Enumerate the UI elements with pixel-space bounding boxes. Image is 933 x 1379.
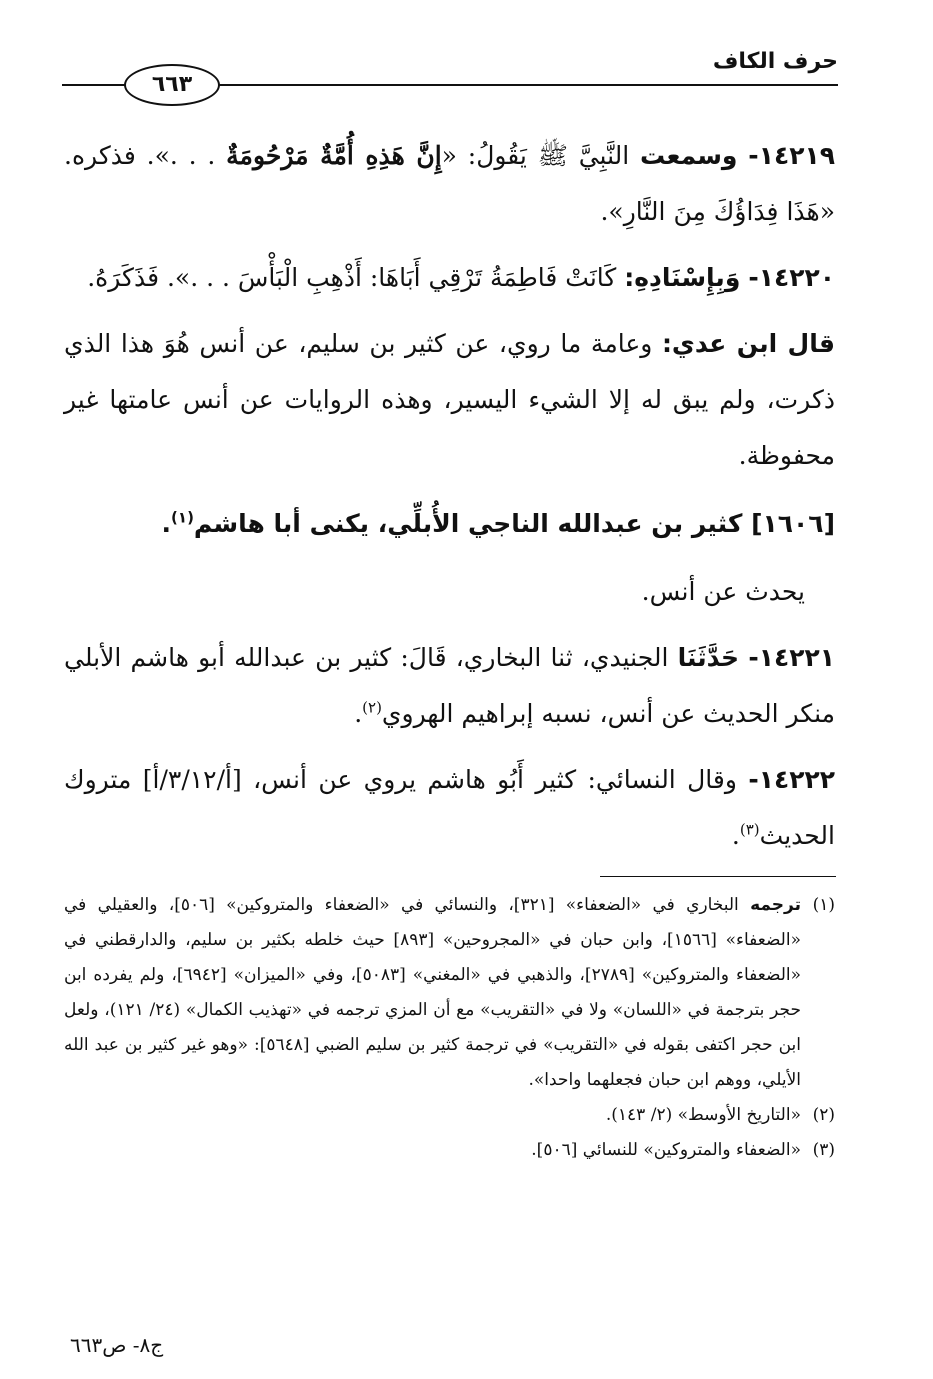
footnote-lead: ترجمه [750,895,801,915]
hadith-text: الجنيدي، ثنا البخاري، قَالَ: كثير بن عبدالله أبو هاشم الأبلي منكر الحديث عن أنس، نسبه إبراهيم الهروي [64,643,835,728]
hadith-end: . [354,699,363,728]
volume-page-reference: ج٨- ص٦٦٣ [70,1333,164,1357]
hadith-lead: حَدَّثَنَا [677,643,740,672]
comment-text: وعامة ما روي، عن كثير بن سليم، عن أنس هُوَ هذا الذي ذكرت، ولم يبق له إلا الشيء اليسير، وهذه الروايات عن أنس عامتها غير محفوظة. [64,329,835,470]
hadith-14220 [64,250,835,306]
main-text [64,128,835,874]
hadith-number: ١٤٢٢٠- [748,263,835,292]
heading-end: . [161,509,172,538]
hadith-number: ١٤٢١٩- [748,141,835,170]
hadith-text: النَّبِيَّ ﷺ يَقُولُ: « [441,141,630,170]
hadith-number: ١٤٢٢١- [748,643,835,672]
hadith-quote: إِنَّ هَذِهِ أُمَّةٌ مَرْحُومَةٌ [226,141,442,170]
narrator-note-text: يحدث عن أنس. [641,577,805,606]
footnote-text [64,888,801,1098]
footnote-2 [64,1098,835,1133]
hadith-text: كَانَتْ فَاطِمَةُ تَرْقِي أَبَاهَا: أَذْهِبِ الْبَأْسَ . . .». فَذَكَرَهُ. [87,263,617,292]
chapter-title: حرف الكاف [712,49,838,74]
ibn-adi-comment [64,316,835,484]
hadith-lead: وسمعت [640,141,738,170]
footnote-number: (٣) [812,1140,835,1160]
hadith-text: وقال النسائي: كثير أَبُو هاشم يروي عن أنس، [أ/٣/١٢/أ] متروك الحديث [64,765,835,850]
hadith-number: ١٤٢٢٢- [748,765,835,794]
hadith-lead: وَبِإِسْنَادِهِ: [624,263,741,292]
narrator-heading [64,496,835,552]
footnote-ref: (١) [171,508,194,527]
footnote-body: «التاريخ الأوسط» (٢/ ١٤٣). [605,1105,801,1125]
hadith-14221 [64,630,835,742]
hadith-end: . [731,821,740,850]
footnote-body: البخاري في «الضعفاء» [٣٢١]، والنسائي في «الضعفاء والمتروكين» [٥٠٦]، والعقيلي في «الضعفاء» [١٥٦٦]، وابن حبان في «المجروحين» [٨٩٣] حيث خلطه بكثير بن سليم، والدارقطني في «الضعفاء والمتروكين» [٢٧٨٩]، والذهبي في «المغني» [٥٠٨٣]، وفي «الميزان» [٦٩٤٢]، ولم يفرده ابن حجر بترجمة في «اللسان» ولا في «التقريب» مع أن المزي ترجمه في «تهذيب الكمال» (٢٤/ ١٢١)، ولعل ابن حجر اكتفى بقوله في «التقريب» في ترجمة كثير بن سليم الضبي [٥٦٤٨]: «وهو غير كثير بن عبد الله الأيلي، ووهم ابن حبان فجعلهما واحدا». [64,895,802,1090]
hadith-14219 [64,128,835,240]
footnotes [64,888,835,1168]
footnote-number: (٢) [812,1105,835,1125]
hadith-14222 [64,752,835,864]
comment-lead: قال ابن عدي: [661,329,835,358]
page-number-oval: ٦٦٣ [124,64,220,106]
narrator-note [64,564,835,620]
footnote-1 [64,888,835,1098]
heading-text: [١٦٠٦] كثير بن عبدالله الناجي الأُبلِّي، يكنى أبا هاشم [193,509,835,538]
hadith-text-tail: . . .». فذكره. «هَذَا فِدَاؤُكَ مِنَ النَّارِ». [64,141,835,226]
footnote-separator [600,876,836,877]
footnote-ref: (٣) [739,820,760,839]
page-header [62,46,838,110]
footnote-number: (١) [812,895,835,915]
footnote-body: «الضعفاء والمتروكين» للنسائي [٥٠٦]. [531,1140,801,1160]
footnote-ref: (٢) [362,698,382,717]
footnote-3 [64,1133,835,1168]
